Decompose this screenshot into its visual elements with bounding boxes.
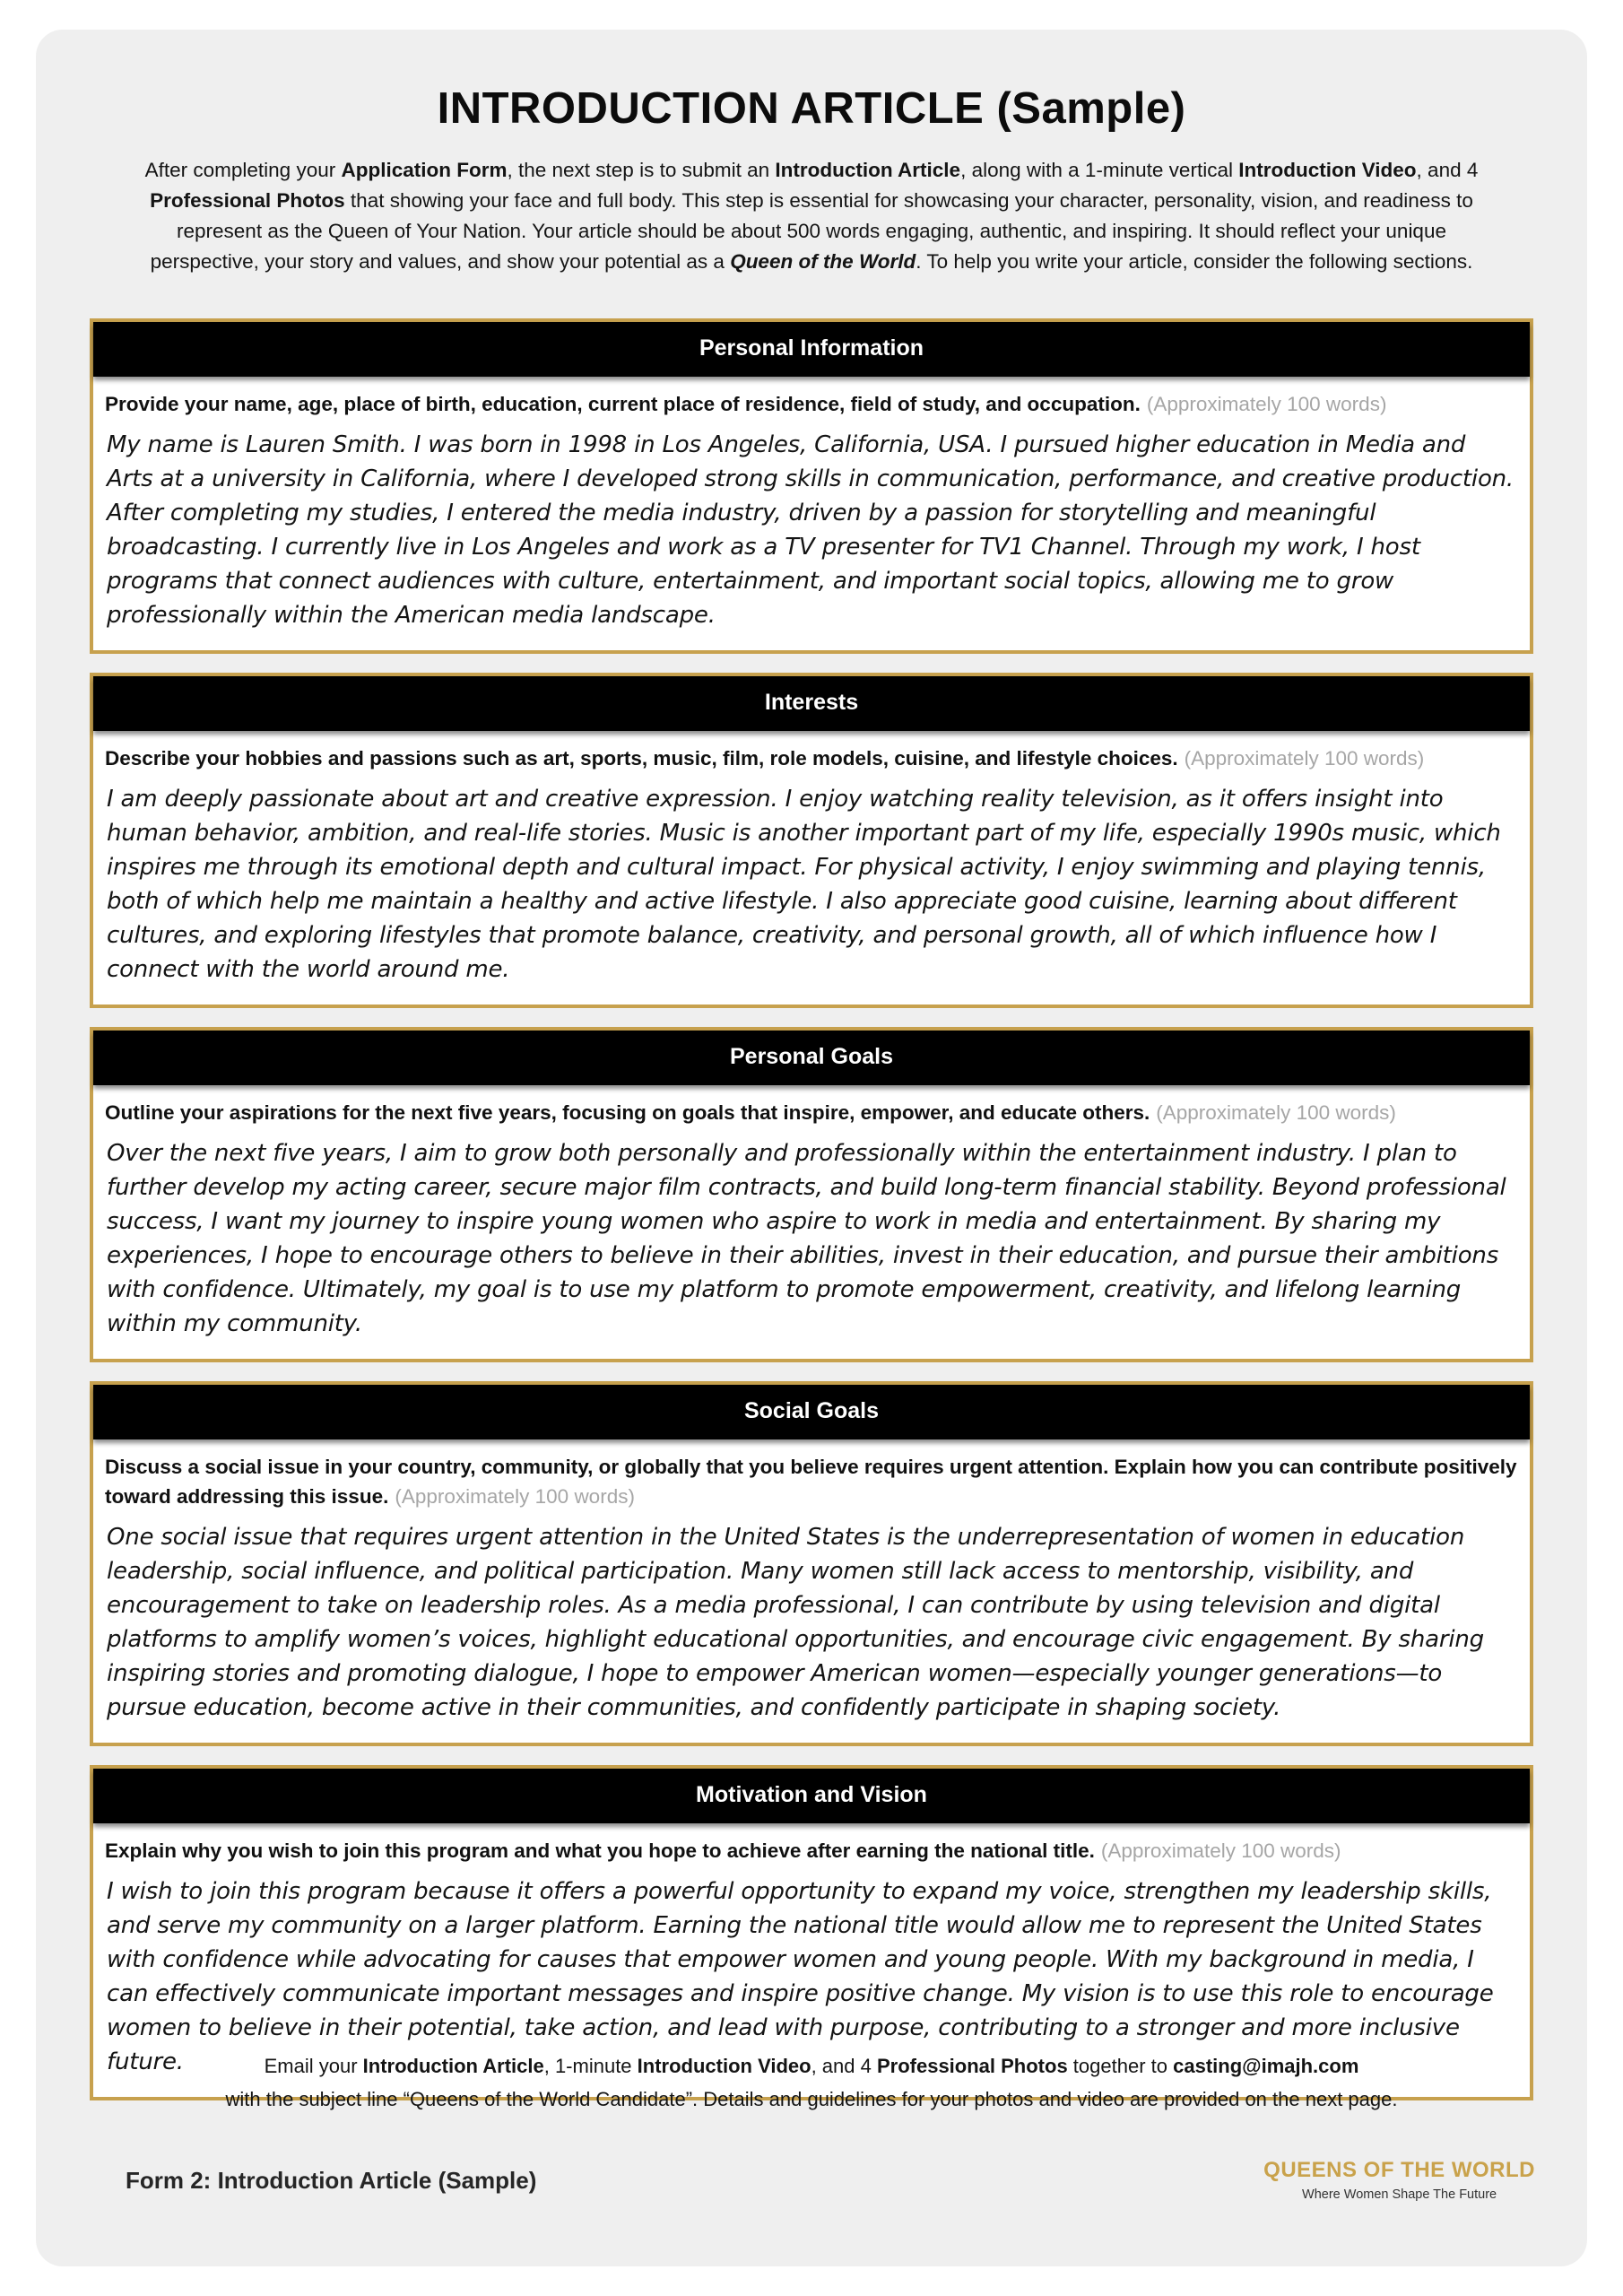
section-answer: I wish to join this program because it offers a powerful opportunity to expand my voice, strengthen my leadership skills, and serve my community on a larger platform. Earning the national title would allow me to represent the United States with confidence while advocating for causes that empower women and young people. With my background in media, I can effectively communicate important messages and inspire positive change. My vision is to use this role to encourage women to believe in their potential, take action, and lead with purpose, contributing to a stronger and more inclusive future. [107, 1878, 1494, 2075]
section-prompt [105, 1098, 1518, 1127]
prompt-text: Outline your aspirations for the next five years, focusing on goals that inspire, empower, and educate others. [105, 1101, 1150, 1124]
section-personal-information [90, 318, 1533, 654]
section-social-goals [90, 1381, 1533, 1746]
section-answer: My name is Lauren Smith. I was born in 1998 in Los Angeles, California, USA. I pursued higher education in Media and Arts at a university in California, where I developed strong skills in communication, performance, and creative production. After completing my studies, I entered the media industry, driven by a passion for storytelling and meaningful broadcasting. I currently live in Los Angeles and work as a TV presenter for TV1 Channel. Through my work, I host programs that connect audiences with culture, entertainment, and important social topics, allowing me to grow professionally within the American media landscape. [107, 431, 1514, 629]
form-number-label: Form 2: Introduction Article (Sample) [126, 2167, 537, 2194]
section-body [93, 1085, 1530, 1359]
page-footer [126, 2158, 1535, 2202]
prompt-text: Provide your name, age, place of birth, education, current place of residence, field of study, and occupation. [105, 393, 1141, 415]
section-personal-goals [90, 1027, 1533, 1362]
word-count-note: (Approximately 100 words) [1184, 747, 1425, 770]
section-title: Personal Goals [93, 1031, 1530, 1085]
section-title: Personal Information [93, 322, 1530, 377]
brand-logo [1263, 2158, 1535, 2202]
section-answer: I am deeply passionate about art and creative expression. I enjoy watching reality television, as it offers insight into human behavior, ambition, and real-life stories. Music is another important part of my life, especially 1990s music, which inspires me through its emotional depth and cultural impact. For physical activity, I enjoy swimming and playing tennis, both of which help me maintain a healthy and active lifestyle. I also appreciate good cuisine, learning about different cultures, and exploring lifestyles that promote balance, creativity, and personal growth, all of which influence how I connect with the world around me. [107, 786, 1501, 983]
brand-tagline: Where Women Shape The Future [1302, 2187, 1497, 2202]
card-content [36, 30, 1587, 2100]
section-title: Interests [93, 676, 1530, 731]
word-count-note: (Approximately 100 words) [1156, 1101, 1396, 1124]
section-interests [90, 673, 1533, 1008]
section-body [93, 377, 1530, 650]
page-title: INTRODUCTION ARTICLE (Sample) [437, 84, 1186, 133]
intro-paragraph: After completing your Application Form, the next step is to submit an Introduction Article, along with a 1-minute vertical Introduction Video, and 4 Professional Photos that showing your face and full body. This step is essential for showcasing your character, personality, vision, and readiness to represent as the Queen of Your Nation. Your article should be about 500 words engaging, authentic, and inspiring. It should reflect your unique perspective, your story and values, and show your potential as a Queen of the World. To help you write your article, consider the following sections. [144, 159, 1479, 273]
brand-name: QUEENS OF THE WORLD [1263, 2158, 1535, 2182]
word-count-note: (Approximately 100 words) [1100, 1839, 1341, 1862]
word-count-note: (Approximately 100 words) [1146, 393, 1387, 415]
section-prompt [105, 1836, 1518, 1866]
email-instructions-line1: Email your Introduction Article, 1-minute Introduction Video, and 4 Professional Photos together to casting@imajh.com [264, 2055, 1359, 2077]
section-title: Social Goals [93, 1385, 1530, 1439]
section-prompt [105, 389, 1518, 419]
email-instructions-line2: with the subject line “Queens of the World Candidate”. Details and guidelines for your photos and video are provided on the next page. [225, 2088, 1398, 2110]
word-count-note: (Approximately 100 words) [395, 1485, 635, 1508]
section-answer: One social issue that requires urgent attention in the United States is the underrepresentation of women in education leadership, social influence, and political participation. Many women still lack access to mentorship, visibility, and encouragement to take on leadership roles. As a media professional, I can contribute by using television and digital platforms to amplify women’s voices, highlight educational opportunities, and encourage civic engagement. By sharing inspiring stories and promoting dialogue, I hope to empower American women—especially younger generations—to pursue education, become active in their communities, and confidently participate in shaping society. [107, 1524, 1484, 1721]
section-answer: Over the next five years, I aim to grow both personally and professionally within the entertainment industry. I plan to further develop my acting career, secure major film contracts, and build long-term financial stability. Beyond professional success, I want my journey to inspire young women who aspire to work in media and entertainment. By sharing my experiences, I hope to encourage others to believe in their abilities, invest in their education, and pursue their ambitions with confidence. Ultimately, my goal is to use my platform to promote empowerment, creativity, and lifelong learning within my community. [107, 1140, 1506, 1337]
intro-article-card [36, 30, 1587, 2266]
prompt-text: Explain why you wish to join this program and what you hope to achieve after earning the national title. [105, 1839, 1095, 1862]
section-prompt [105, 744, 1518, 773]
prompt-text: Discuss a social issue in your country, community, or globally that you believe requires urgent attention. Explain how you can contribute positively toward addressing this issue. [105, 1456, 1517, 1508]
prompt-text: Describe your hobbies and passions such as art, sports, music, film, role models, cuisine, and lifestyle choices. [105, 747, 1178, 770]
section-body [93, 731, 1530, 1004]
section-prompt [105, 1452, 1518, 1511]
section-body [93, 1439, 1530, 1743]
email-instructions [36, 2049, 1587, 2116]
section-title: Motivation and Vision [93, 1769, 1530, 1823]
